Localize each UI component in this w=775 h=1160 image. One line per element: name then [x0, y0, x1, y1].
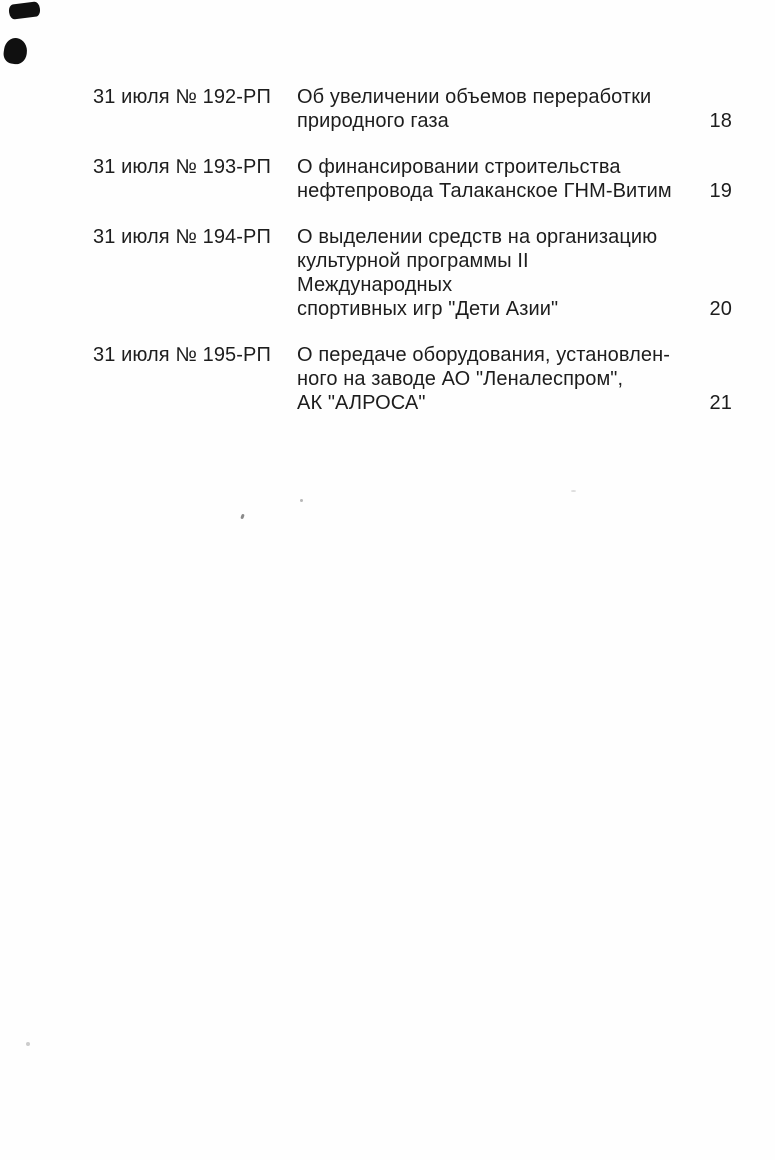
toc-entry-title — [297, 155, 689, 203]
toc-title-line: АК "АЛРОСА" — [297, 392, 426, 414]
toc-title-line: спортивных игр "Дети Азии" — [297, 298, 559, 320]
toc-title-line: О финансировании строительства — [297, 156, 621, 178]
toc-title-line: ного на заводе АО "Леналеспром", — [297, 368, 624, 390]
toc-row — [93, 155, 732, 203]
toc-title-line: культурной программы II Международных — [297, 250, 529, 296]
toc-entry-date-number: 31 июля № 193-РП — [93, 156, 271, 178]
toc-entry-page-number: 19 — [709, 180, 732, 202]
toc-entry-date-number: 31 июля № 195-РП — [93, 344, 271, 366]
toc-title-line: Об увеличении объемов переработки — [297, 86, 652, 108]
scan-speck — [26, 1042, 30, 1046]
toc-title-line: нефтепровода Талаканское ГНМ-Витим — [297, 180, 672, 202]
scan-artifact-ink-mark-top — [8, 1, 41, 20]
toc-row — [93, 225, 732, 321]
toc-entry-title — [297, 225, 689, 321]
toc-entry-date-number: 31 июля № 194-РП — [93, 226, 271, 248]
toc-entry-page-number: 21 — [709, 392, 732, 414]
scan-speck — [571, 490, 576, 492]
scan-speck — [240, 514, 245, 520]
table-of-contents — [93, 85, 732, 437]
toc-entry-date-number: 31 июля № 192-РП — [93, 86, 271, 108]
toc-title-line: О передаче оборудования, установлен- — [297, 344, 671, 366]
scan-speck — [300, 499, 303, 502]
toc-entry-title — [297, 85, 689, 133]
toc-row — [93, 85, 732, 133]
toc-title-line: О выделении средств на организацию — [297, 226, 658, 248]
toc-entry-title — [297, 343, 689, 415]
toc-title-line: природного газа — [297, 110, 449, 132]
scan-artifact-ink-mark-bottom — [2, 36, 29, 65]
toc-row — [93, 343, 732, 415]
toc-entry-page-number: 20 — [709, 298, 732, 320]
toc-entry-page-number: 18 — [709, 110, 732, 132]
